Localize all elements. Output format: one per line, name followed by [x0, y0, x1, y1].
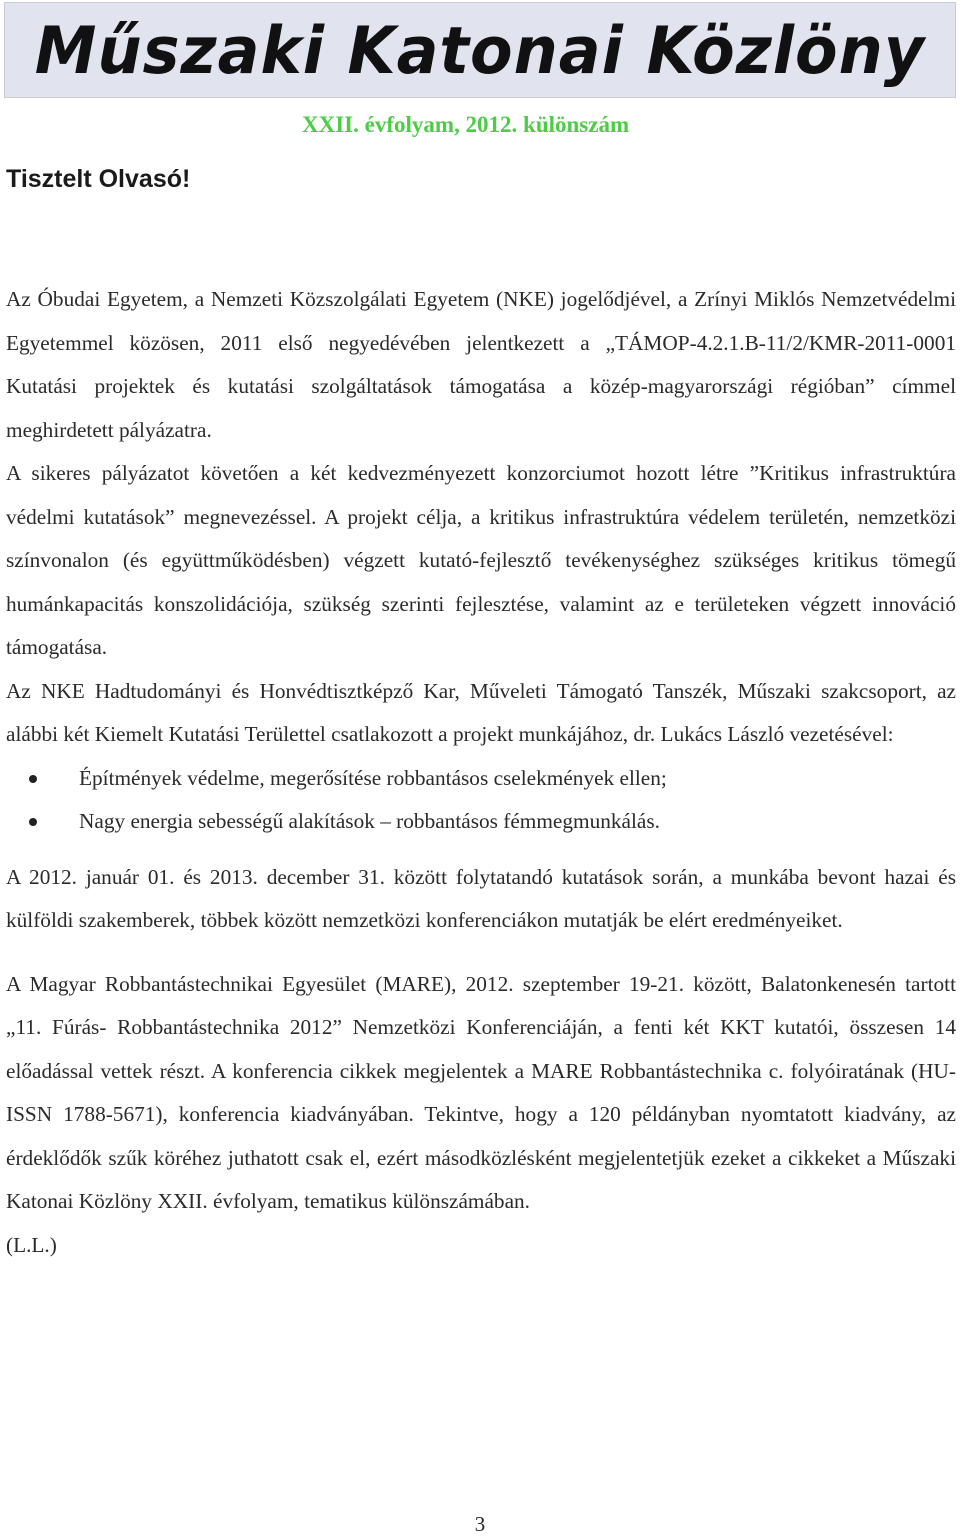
issue-line: XXII. évfolyam, 2012. különszám	[302, 112, 630, 137]
list-item-text: Építmények védelme, megerősítése robbantásos cselekmények ellen;	[79, 765, 667, 790]
page-number: 3	[474, 1512, 486, 1536]
bullet-icon	[29, 775, 37, 783]
paragraph-5: A Magyar Robbantástechnikai Egyesület (MARE), 2012. szeptember 19-21. között, Balatonkenesén tartott „11. Fúrás- Robbantástechnika 2012” Nemzetközi Konferenciáján, a fenti két KKT kutatói, összesen 14 előadással vettek részt. A konferencia cikkek megjelentek a MARE Robbantástechnika c. folyóiratának (HU-ISSN 1788-5671), konferencia kiadványában. Tekintve, hogy a 120 példányban nyomtatott kiadvány, az érdeklődők szűk köréhez juthatott csak el, ezért másodközlésként megjelentetjük ezeket a cikkeket a Műszaki Katonai Közlöny XXII. évfolyam, tematikus különszámában.	[6, 971, 956, 1213]
paragraph-1: Az Óbudai Egyetem, a Nemzeti Közszolgálati Egyetem (NKE) jogelődjével, a Zrínyi Miklós Nemzetvédelmi Egyetemmel közösen, 2011 első negyedévében jelentkezett a „TÁMOP-4.2.1.B-11/2/KMR-2011-0001 Kutatási projektek és kutatási szolgáltatások támogatása a közép-magyarországi régióban” címmel meghirdetett pályázatra.	[6, 287, 956, 442]
greeting-heading: Tisztelt Olvasó!	[6, 165, 191, 193]
list-item-text: Nagy energia sebességű alakítások – robbantásos fémmegmunkálás.	[79, 809, 660, 833]
journal-logo-text: Műszaki Katonai Közlöny	[34, 11, 926, 89]
list-item	[6, 757, 956, 801]
paragraph-2: A sikeres pályázatot követően a két kedvezményezett konzorciumot hozott létre ”Kritikus infrastruktúra védelmi kutatások” megnevezéssel. A projekt célja, a kritikus infrastruktúra védelem területén, nemzetközi színvonalon (és együttműködésben) végzett kutató-fejlesztő tevékenységhez szükséges kritikus tömegű humánkapacitás konszolidációja, szükség szerinti fejlesztése, valamint az e területeken végzett innováció támogatása.	[6, 461, 956, 659]
research-areas-list	[6, 757, 956, 844]
list-item	[6, 800, 956, 844]
bullet-icon	[29, 818, 37, 826]
paragraph-3: Az NKE Hadtudományi és Honvédtisztképző Kar, Műveleti Támogató Tanszék, Műszaki szakcsoport, az alábbi két Kiemelt Kutatási Területtel csatlakozott a projekt munkájához, dr. Lukács László vezetésével:	[6, 678, 956, 746]
paragraph-4: A 2012. január 01. és 2013. december 31. között folytatandó kutatások során, a munkába bevont hazai és külföldi szakemberek, többek között nemzetközi konferenciákon mutatják be elért eredményeiket.	[6, 864, 956, 932]
journal-banner	[4, 2, 956, 98]
body-text	[6, 278, 956, 1267]
signature: (L.L.)	[6, 1232, 57, 1257]
